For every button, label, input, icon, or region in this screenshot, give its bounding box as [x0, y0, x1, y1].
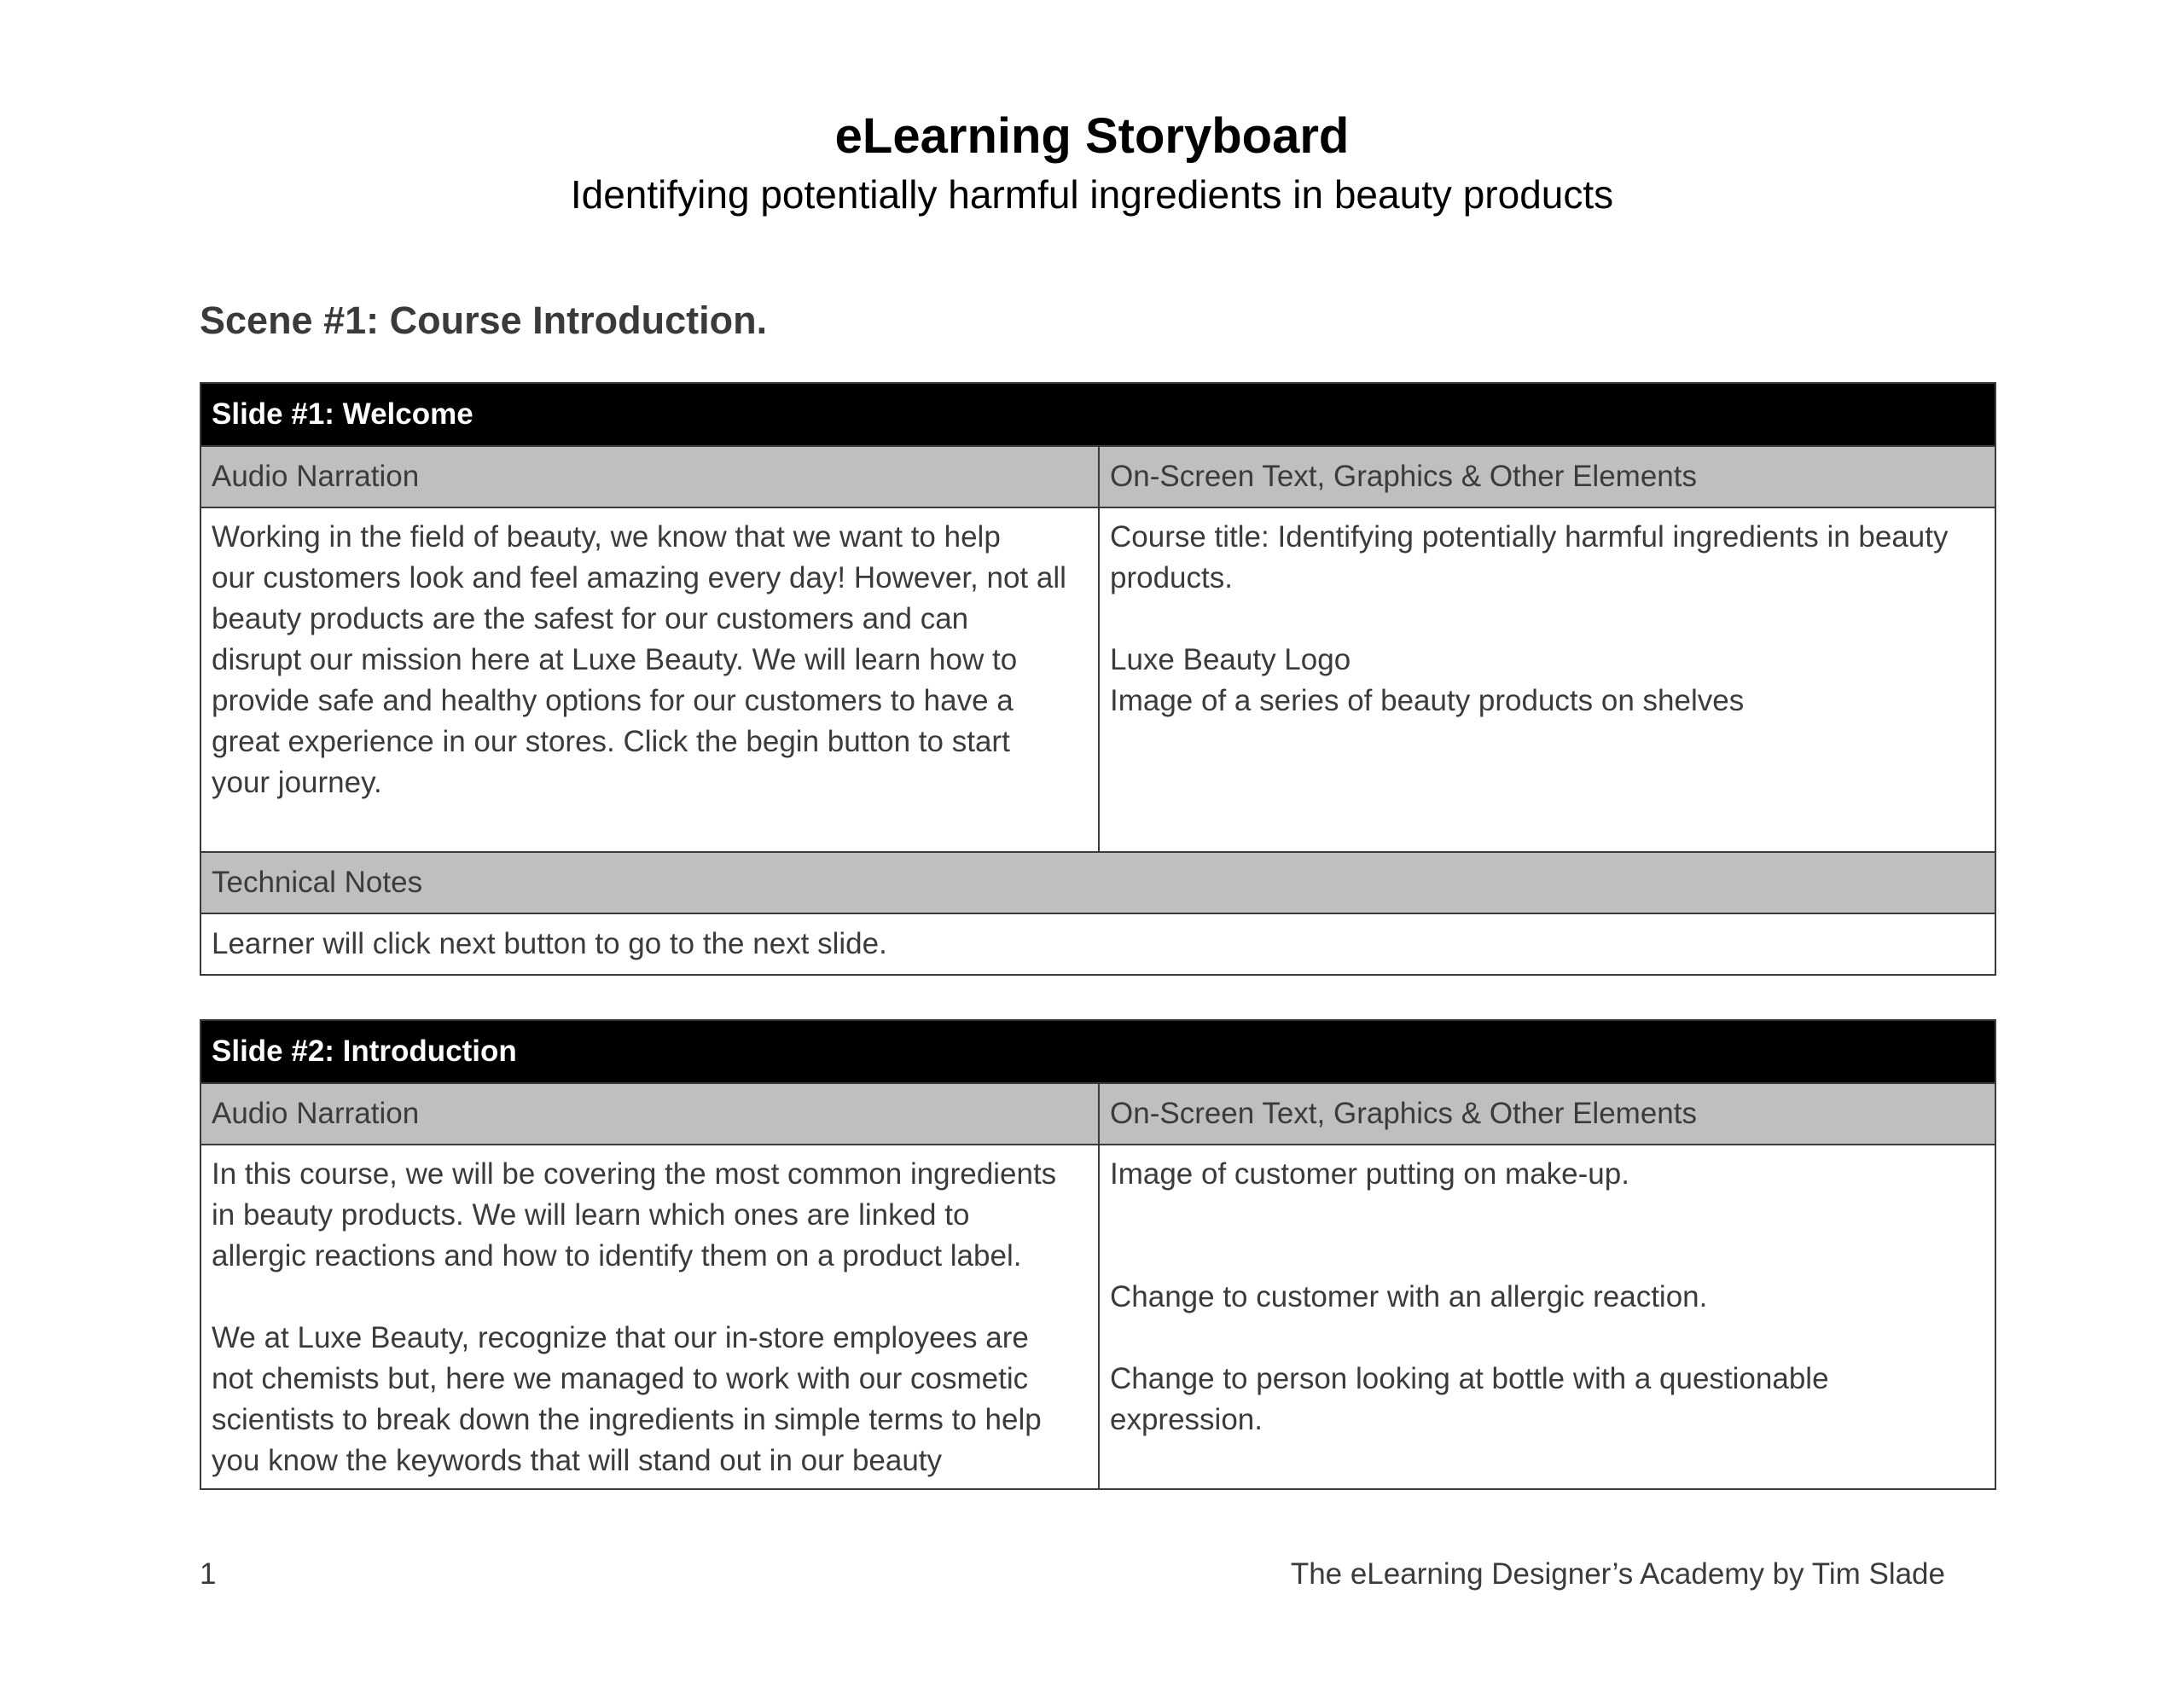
technical-notes: Learner will click next button to go to the next slide. — [201, 913, 1995, 974]
content-row — [201, 1144, 1995, 1488]
blank-line — [1110, 1236, 1984, 1277]
page-number: 1 — [200, 1557, 217, 1591]
column-header-row — [201, 1082, 1995, 1144]
audio-narration-cell — [201, 1145, 1098, 1488]
text-line: not chemists but, here we managed to work with our cosmetic — [212, 1362, 1029, 1395]
text-line: Working in the field of beauty, we know that we want to help — [212, 520, 1001, 554]
slide-title: Slide #2: Introduction — [201, 1021, 1995, 1082]
audio-paragraph — [212, 1154, 1088, 1277]
content-row — [201, 507, 1995, 851]
text-line: We at Luxe Beauty, recognize that our in-store employees are — [212, 1321, 1029, 1354]
text-line: our customers look and feel amazing every day! However, not all — [212, 561, 1066, 594]
text-line: provide safe and healthy options for our customers to have a — [212, 684, 1014, 717]
text-line: Image of customer putting on make-up. — [1110, 1157, 1629, 1191]
text-line: disrupt our mission here at Luxe Beauty. We will learn how to — [212, 643, 1018, 676]
text-line: your journey. — [212, 766, 382, 799]
audio-narration-cell — [201, 508, 1098, 851]
text-line: Change to customer with an allergic reaction. — [1110, 1280, 1708, 1313]
text-line: in beauty products. We will learn which ones are linked to — [212, 1198, 970, 1232]
column-header-row — [201, 445, 1995, 507]
text-line: beauty products are the safest for our customers and can — [212, 602, 969, 635]
onscreen-elements-header: On-Screen Text, Graphics & Other Elements — [1098, 1084, 1995, 1144]
onscreen-elements-header: On-Screen Text, Graphics & Other Elements — [1098, 447, 1995, 507]
text-line: you know the keywords that will stand out in our beauty — [212, 1444, 943, 1477]
audio-narration-header: Audio Narration — [212, 1097, 420, 1130]
document-subtitle: Identifying potentially harmful ingredients in beauty products — [570, 172, 1614, 217]
slide-1-table — [200, 382, 1996, 976]
text-line: expression. — [1110, 1403, 1263, 1436]
onscreen-paragraph — [1110, 517, 1984, 599]
text-line: Course title: Identifying potentially harmful ingredients in beauty — [1110, 520, 1949, 554]
audio-paragraph — [212, 1318, 1088, 1481]
onscreen-elements-cell — [1098, 508, 1995, 851]
audio-narration-header: Audio Narration — [212, 460, 420, 493]
blank-line — [1110, 1195, 1984, 1236]
audio-paragraph — [212, 517, 1088, 803]
document-title: eLearning Storyboard — [834, 108, 1350, 164]
slide-title: Slide #1: Welcome — [201, 384, 1995, 445]
onscreen-elements-cell — [1098, 1145, 1995, 1488]
slide-2-table — [200, 1019, 1996, 1490]
text-line: Luxe Beauty Logo — [1110, 643, 1351, 676]
blank-line — [1110, 1318, 1984, 1359]
technical-notes-header: Technical Notes — [201, 851, 1995, 913]
onscreen-paragraph — [1110, 640, 1984, 722]
text-line: Image of a series of beauty products on shelves — [1110, 684, 1745, 717]
text-line: scientists to break down the ingredients in simple terms to help — [212, 1403, 1042, 1436]
text-line: Change to person looking at bottle with a questionable — [1110, 1362, 1829, 1395]
text-line: allergic reactions and how to identify them on a product label. — [212, 1239, 1022, 1272]
scene-heading: Scene #1: Course Introduction. — [200, 299, 768, 342]
text-line: products. — [1110, 561, 1233, 594]
text-line: In this course, we will be covering the most common ingredients — [212, 1157, 1057, 1191]
text-line: great experience in our stores. Click the begin button to start — [212, 725, 1010, 758]
footer-credit: The eLearning Designer’s Academy by Tim Slade — [1290, 1557, 1945, 1591]
